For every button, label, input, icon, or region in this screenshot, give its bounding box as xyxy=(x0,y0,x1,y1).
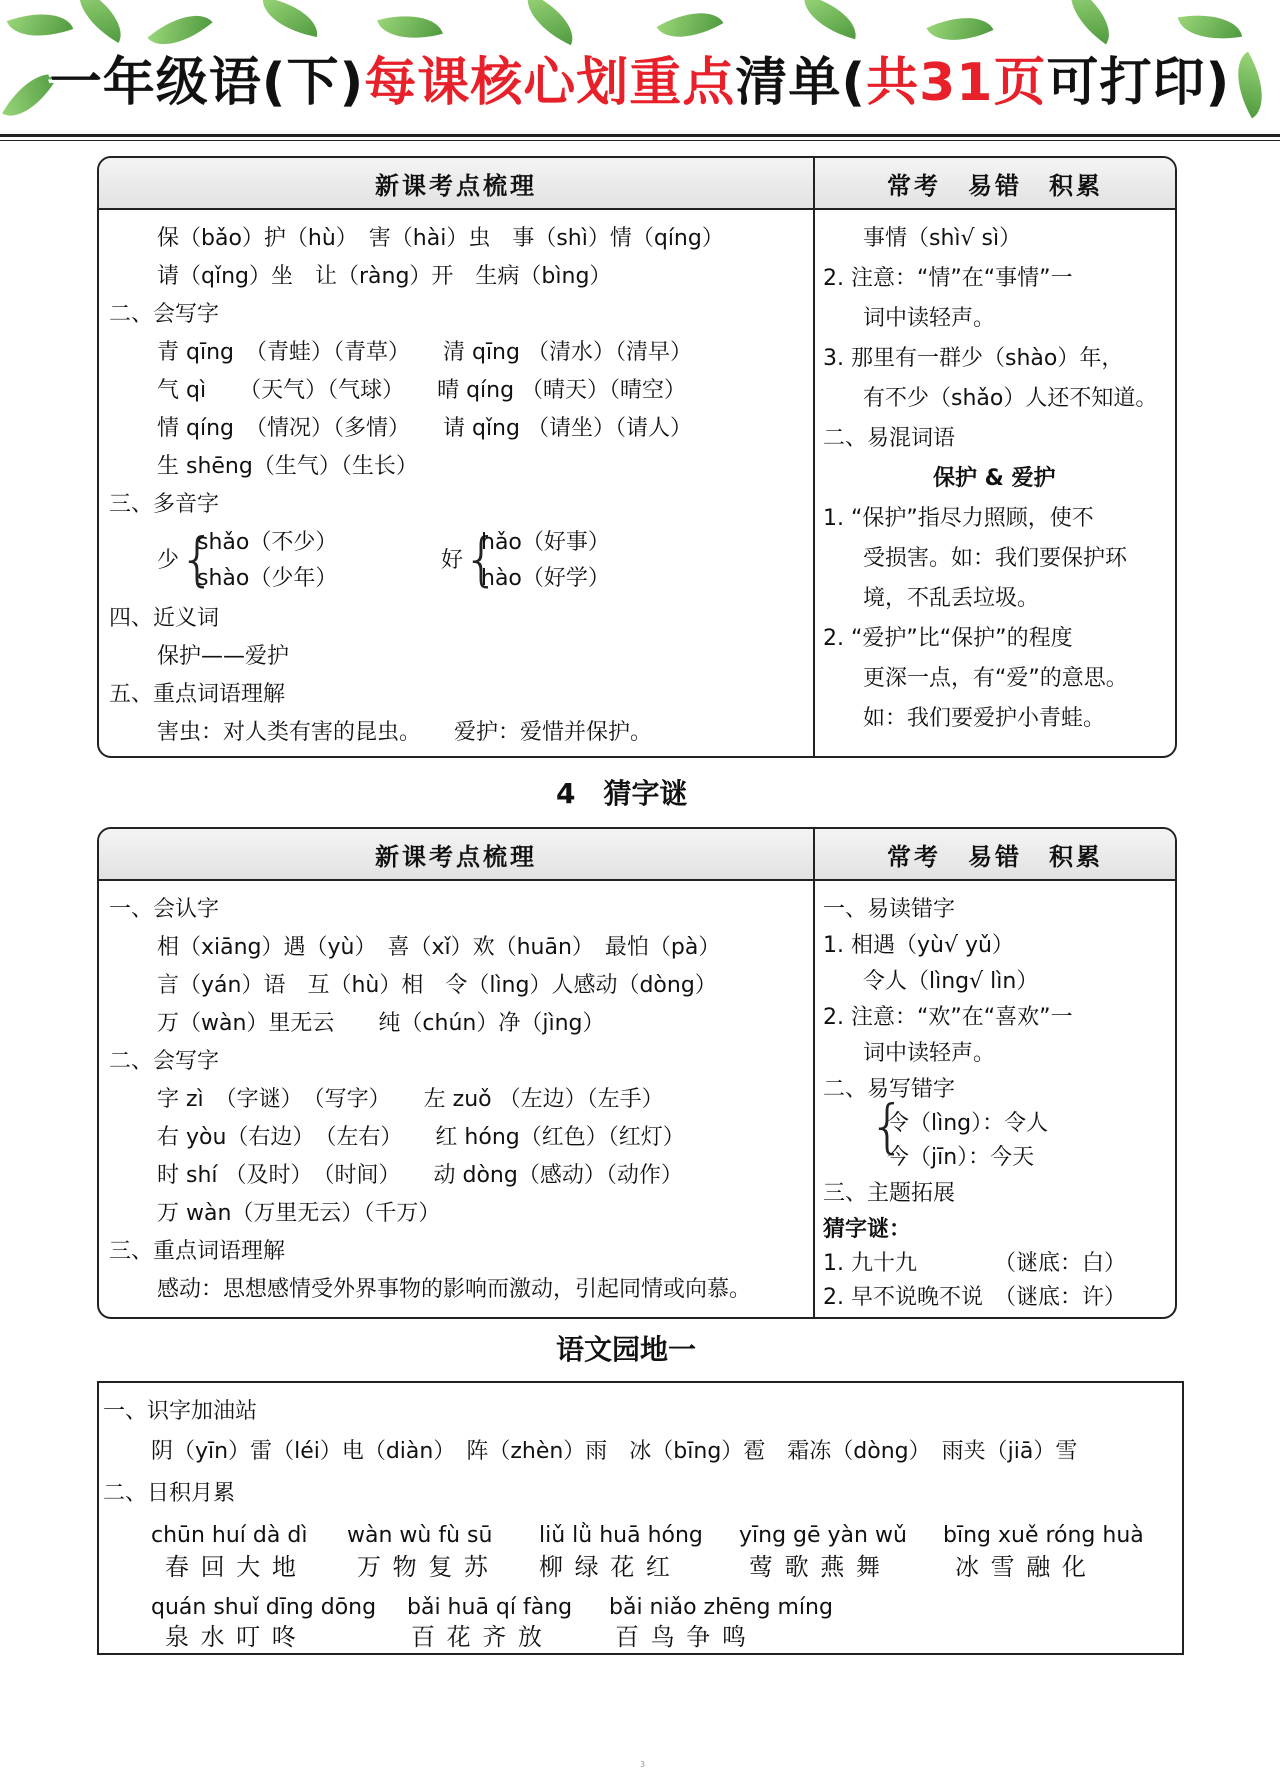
tip-line: 令人（lìng√ lìn） xyxy=(863,969,1039,994)
tip-subtitle: 保护 & 爱护 xyxy=(933,466,1056,491)
title-rule xyxy=(0,134,1280,137)
leaf-decoration xyxy=(258,0,322,37)
section-heading: 三、多音字 xyxy=(109,492,220,517)
tip-line: 2. 注意：“情”在“事情”一 xyxy=(823,266,1073,291)
page-number: 3 xyxy=(640,1760,646,1769)
tip-line: 更深一点，有“爱”的意思。 xyxy=(863,666,1128,691)
garden-title: 语文园地一 xyxy=(556,1333,697,1366)
polyphone-char: 好 xyxy=(441,548,464,573)
idiom-pinyin: liǔ lǜ huā hóng xyxy=(539,1523,703,1548)
polyphone-reading: shǎo（不少） xyxy=(197,530,338,555)
lesson4-title: 4 猜字谜 xyxy=(556,777,688,810)
text-line: 感动：思想感情受外界事物的影响而激动，引起同情或向慕。 xyxy=(157,1277,752,1302)
riddle-line: 2. 早不说晚不说 （谜底：许） xyxy=(823,1285,1126,1310)
idiom-characters: 万 物 复 苏 xyxy=(357,1553,490,1581)
section-heading: 一、会认字 xyxy=(109,897,220,922)
left-header: 新课考点梳理 xyxy=(99,829,813,881)
section-heading: 二、易写错字 xyxy=(823,1077,956,1102)
tip-subtitle: 猜字谜： xyxy=(823,1217,912,1242)
text-line: 青 qīng （青蛙）（青草） 清 qīng （清水）（清早） xyxy=(157,340,692,365)
section-heading: 五、重点词语理解 xyxy=(109,682,286,707)
polyphone-reading: hǎo（好事） xyxy=(481,530,610,555)
section-heading: 二、会写字 xyxy=(109,1049,220,1074)
leaf-decoration xyxy=(516,0,583,45)
idiom-characters: 柳 绿 花 红 xyxy=(539,1553,672,1581)
idiom-pinyin: quán shuǐ dīng dōng xyxy=(151,1595,377,1620)
polyphone-reading: hào（好学） xyxy=(481,566,610,591)
text-line: 生 shēng（生气）（生长） xyxy=(157,454,418,479)
text-line: 时 shí （及时） （时间） 动 dòng（感动）（动作） xyxy=(157,1163,683,1188)
lesson3-box xyxy=(97,156,1177,758)
text-line: 保（bǎo）护（hù） 害（hài）虫 事（shì）情（qíng） xyxy=(157,226,724,251)
title-part: 共31页 xyxy=(866,53,1047,113)
section-heading: 四、近义词 xyxy=(109,606,220,631)
text-line: 害虫：对人类有害的昆虫。 爱护：爱惜并保护。 xyxy=(157,720,653,745)
tip-line: 有不少（shǎo）人还不知道。 xyxy=(863,386,1158,411)
column-divider xyxy=(813,158,815,756)
idiom-pinyin: bǎi huā qí fàng xyxy=(407,1595,573,1620)
right-header: 常考 易错 积累 xyxy=(815,158,1175,210)
tip-line: 今（jīn）：今天 xyxy=(887,1145,1035,1170)
idiom-characters: 春 回 大 地 xyxy=(165,1553,298,1581)
garden-box xyxy=(97,1381,1184,1655)
title-rule xyxy=(0,140,1280,141)
tip-line: 1. “保护”指尽力照顾，使不 xyxy=(823,506,1094,531)
idiom-pinyin: bǎi niǎo zhēng míng xyxy=(609,1595,833,1620)
tip-line: 1. 相遇（yù√ yǔ） xyxy=(823,933,1014,958)
brace-icon: { xyxy=(179,525,216,593)
text-line: 保护——爱护 xyxy=(157,644,290,669)
idiom-characters: 百 花 齐 放 xyxy=(411,1623,544,1651)
leaf-decoration xyxy=(797,0,863,39)
section-heading: 二、日积月累 xyxy=(103,1481,236,1506)
text-line: 相（xiāng）遇（yù） 喜（xǐ）欢（huān） 最怕（pà） xyxy=(157,935,721,960)
text-line: 气 qì （天气）（气球） 晴 qíng （晴天）（晴空） xyxy=(157,378,687,403)
idiom-pinyin: chūn huí dà dì xyxy=(151,1523,308,1548)
tip-line: 境，不乱丢垃圾。 xyxy=(863,586,1040,611)
text-line: 言（yán）语 互（hù）相 令（lìng）人感动（dòng） xyxy=(157,973,717,998)
tip-line: 事情（shì√ sì） xyxy=(863,226,1022,251)
title-part: 一年级语(下) xyxy=(49,53,365,113)
left-header: 新课考点梳理 xyxy=(99,158,813,210)
lesson4-box xyxy=(97,827,1177,1319)
tip-line: 如：我们要爱护小青蛙。 xyxy=(863,706,1106,731)
idiom-pinyin: bīng xuě róng huà xyxy=(943,1523,1144,1548)
header-banner xyxy=(0,0,1280,140)
text-line: 字 zì （字谜） （写字） 左 zuǒ （左边）（左手） xyxy=(157,1087,664,1112)
text-line: 万 wàn（万里无云）（千万） xyxy=(157,1201,441,1226)
idiom-characters: 冰 雪 融 化 xyxy=(955,1553,1088,1581)
brace-icon: { xyxy=(869,1092,906,1160)
right-header: 常考 易错 积累 xyxy=(815,829,1175,881)
leaf-decoration xyxy=(1057,0,1123,44)
tip-line: 词中读轻声。 xyxy=(863,1041,996,1066)
text-line: 右 yòu（右边） （左右） 红 hóng（红色）（红灯） xyxy=(157,1125,685,1150)
polyphone-reading: shào（少年） xyxy=(197,566,338,591)
brace-icon: { xyxy=(463,525,500,593)
tip-line: 令（lìng）：令人 xyxy=(887,1111,1049,1136)
polyphone-char: 少 xyxy=(157,548,180,573)
text-line: 万（wàn）里无云 纯（chún）净（jìng） xyxy=(157,1011,605,1036)
title-part: 每课核心划重点 xyxy=(364,53,736,113)
tip-line: 2. “爱护”比“保护”的程度 xyxy=(823,626,1073,651)
leaf-decoration xyxy=(67,0,134,43)
title-part: 可打印) xyxy=(1046,53,1231,113)
tip-line: 2. 注意：“欢”在“喜欢”一 xyxy=(823,1005,1073,1030)
section-heading: 一、识字加油站 xyxy=(103,1399,258,1424)
idiom-pinyin: wàn wù fù sū xyxy=(347,1523,493,1548)
section-heading: 三、重点词语理解 xyxy=(109,1239,286,1264)
section-heading: 二、会写字 xyxy=(109,302,220,327)
text-line: 阴（yīn）雷（léi）电（diàn） 阵（zhèn）雨 冰（bīng）雹 霜冻（dòng） 雨夹（jiā）雪 xyxy=(151,1439,1078,1464)
section-heading: 三、主题拓展 xyxy=(823,1181,956,1206)
section-heading: 一、易读错字 xyxy=(823,897,956,922)
text-line: 请（qǐng）坐 让（ràng）开 生病（bìng） xyxy=(157,264,612,289)
column-divider xyxy=(813,829,815,1317)
page-title xyxy=(0,40,1280,115)
text-line: 情 qíng （情况）（多情） 请 qǐng （请坐）（请人） xyxy=(157,416,692,441)
idiom-pinyin: yīng gē yàn wǔ xyxy=(739,1523,907,1548)
tip-line: 3. 那里有一群少（shào）年， xyxy=(823,346,1124,371)
title-part: 清单( xyxy=(735,53,867,113)
idiom-characters: 百 鸟 争 鸣 xyxy=(615,1623,748,1651)
section-heading: 二、易混词语 xyxy=(823,426,956,451)
idiom-characters: 泉 水 叮 咚 xyxy=(165,1623,298,1651)
riddle-line: 1. 九十九 （谜底：白） xyxy=(823,1251,1126,1276)
idiom-characters: 莺 歌 燕 舞 xyxy=(749,1553,882,1581)
tip-line: 词中读轻声。 xyxy=(863,306,996,331)
tip-line: 受损害。如：我们要保护环 xyxy=(863,546,1128,571)
